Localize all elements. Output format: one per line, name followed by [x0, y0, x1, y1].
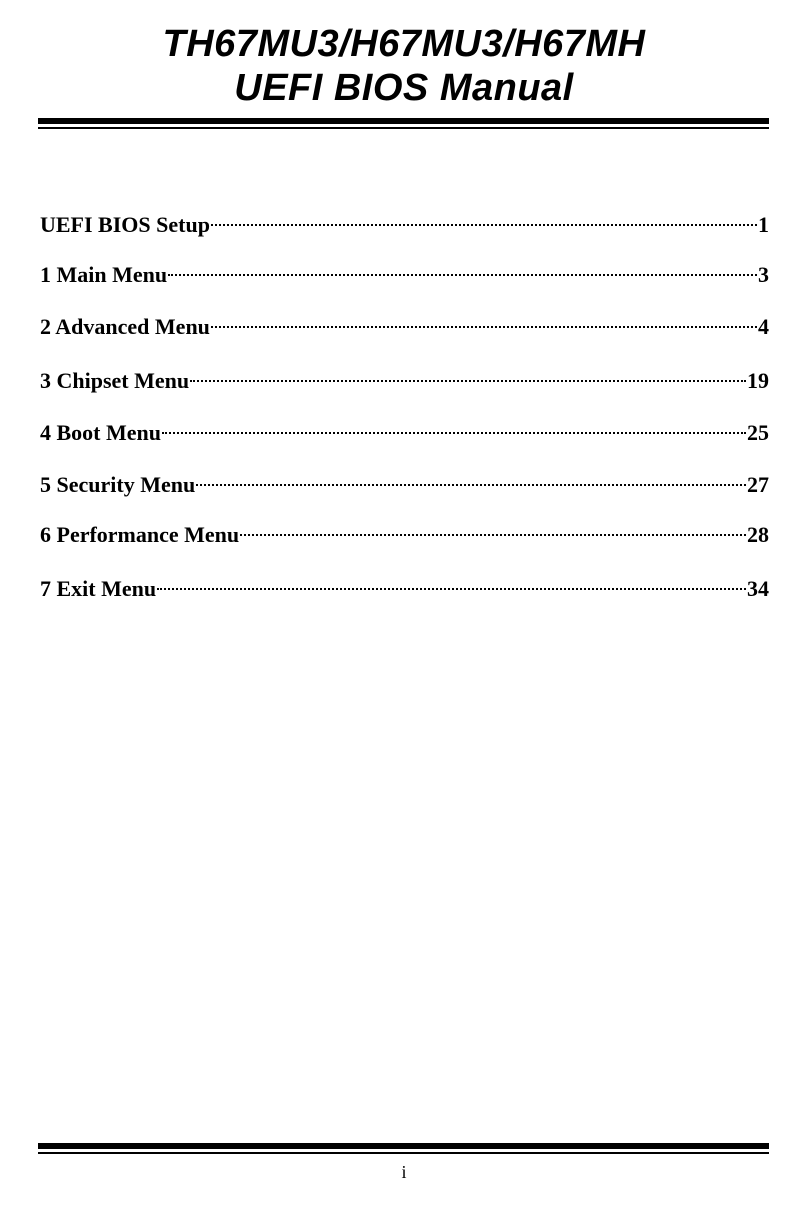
- toc-leader-dots: [211, 223, 757, 226]
- toc-entry-page: 28: [747, 522, 769, 547]
- page-number: i: [401, 1162, 407, 1182]
- toc-entry[interactable]: [40, 260, 769, 290]
- table-of-contents: [40, 210, 769, 604]
- toc-entry-title: UEFI BIOS Setup: [40, 212, 210, 237]
- toc-leader-dots: [196, 483, 746, 486]
- toc-leader-dots: [240, 533, 746, 536]
- footer-divider-thick: [38, 1143, 769, 1149]
- header-divider-thick: [38, 118, 769, 124]
- toc-entry-page: 34: [747, 576, 769, 601]
- toc-entry[interactable]: [40, 312, 769, 342]
- toc-leader-dots: [211, 325, 757, 328]
- manual-title-line2: UEFI BIOS Manual: [234, 67, 574, 109]
- footer-divider-thin: [38, 1152, 769, 1154]
- toc-entry-page: 1: [758, 212, 769, 237]
- toc-entry-page: 4: [758, 314, 769, 339]
- toc-entry-page: 19: [747, 368, 769, 393]
- toc-leader-dots: [157, 587, 746, 590]
- toc-entry[interactable]: [40, 574, 769, 604]
- toc-entry[interactable]: [40, 366, 769, 396]
- toc-entry-page: 3: [758, 262, 769, 287]
- toc-entry-title: 7 Exit Menu: [40, 576, 157, 601]
- toc-leader-dots: [162, 431, 746, 434]
- toc-entry[interactable]: [40, 470, 769, 500]
- header-divider-thin: [38, 127, 769, 129]
- toc-entry-title: 2 Advanced Menu: [40, 314, 210, 339]
- toc-entry-page: 27: [747, 472, 769, 497]
- toc-entry-title: 6 Performance Menu: [40, 522, 240, 547]
- toc-entry-page: 25: [747, 420, 769, 445]
- toc-entry[interactable]: [40, 418, 769, 448]
- toc-leader-dots: [168, 273, 757, 276]
- toc-entry[interactable]: [40, 210, 769, 240]
- toc-entry[interactable]: [40, 520, 769, 550]
- toc-entry-title: 1 Main Menu: [40, 262, 168, 287]
- manual-title-line1: TH67MU3/H67MU3/H67MH: [162, 23, 646, 65]
- toc-leader-dots: [190, 379, 746, 382]
- toc-entry-title: 3 Chipset Menu: [40, 368, 190, 393]
- toc-entry-title: 4 Boot Menu: [40, 420, 161, 445]
- manual-title: [0, 22, 808, 110]
- toc-entry-title: 5 Security Menu: [40, 472, 196, 497]
